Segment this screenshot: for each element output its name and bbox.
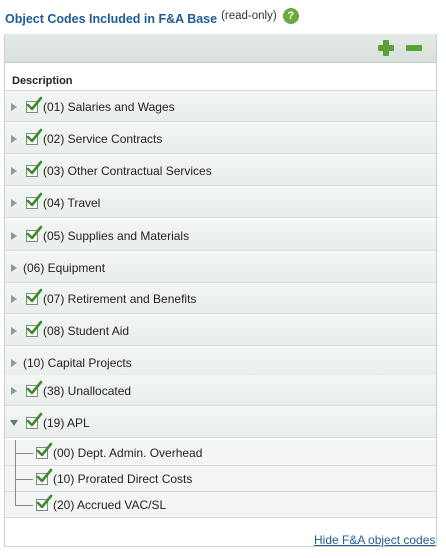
expand-arrow-icon[interactable]	[11, 387, 17, 395]
tree-row[interactable]	[5, 283, 436, 314]
tree-child-row[interactable]	[5, 440, 436, 466]
tree-row[interactable]	[5, 315, 436, 346]
tree-row-label: (07) Retirement and Benefits	[43, 291, 197, 306]
tree-child-label: (20) Accrued VAC/SL	[53, 498, 167, 512]
tree-row-label: (38) Unallocated	[43, 383, 132, 398]
tree-child-row[interactable]	[5, 466, 436, 492]
tree-row[interactable]	[5, 347, 436, 378]
expand-arrow-icon[interactable]	[11, 199, 17, 207]
tree-connector-line	[15, 453, 33, 454]
checkbox[interactable]	[26, 293, 38, 305]
expand-arrow-icon[interactable]	[11, 327, 17, 335]
tree-row[interactable]	[5, 252, 436, 283]
tree-connector-line	[15, 492, 16, 505]
checkbox[interactable]	[36, 473, 48, 485]
readonly-note: (read-only)	[221, 10, 277, 22]
checkbox[interactable]	[36, 499, 48, 511]
tree-row-label: (08) Student Aid	[43, 323, 130, 338]
tree-row-label: (06) Equipment	[23, 260, 106, 275]
tree-connector-line	[15, 505, 33, 506]
tree-child-row[interactable]	[5, 492, 436, 518]
tree-row-label: (05) Supplies and Materials	[43, 228, 190, 243]
tree-row-label: (04) Travel	[43, 195, 101, 210]
hide-fa-object-codes-link[interactable]: Hide F&A object codes	[314, 533, 436, 547]
checkbox[interactable]	[26, 133, 38, 145]
expand-arrow-icon[interactable]	[11, 295, 17, 303]
tree-child-label: (00) Dept. Admin. Overhead	[53, 446, 203, 460]
toolbar	[5, 34, 436, 63]
column-header-description: Description	[5, 73, 436, 91]
tree-row-label: (03) Other Contractual Services	[43, 163, 212, 178]
object-codes-panel	[4, 34, 437, 547]
tree-connector-line	[15, 479, 33, 480]
checkbox[interactable]	[26, 417, 38, 429]
tree-row-label: (02) Service Contracts	[43, 131, 163, 146]
tree-row-label: (19) APL	[43, 415, 90, 430]
tree-row[interactable]	[5, 155, 436, 186]
expand-arrow-icon[interactable]	[11, 103, 17, 111]
checkbox[interactable]	[26, 101, 38, 113]
checkbox[interactable]	[26, 165, 38, 177]
expand-arrow-icon[interactable]	[11, 135, 17, 143]
plus-icon[interactable]	[378, 40, 394, 56]
section-header	[5, 8, 299, 30]
expand-arrow-icon[interactable]	[11, 167, 17, 175]
collapse-arrow-icon[interactable]	[10, 420, 18, 426]
help-icon[interactable]: ?	[283, 8, 299, 24]
checkbox[interactable]	[26, 325, 38, 337]
checkbox[interactable]	[26, 197, 38, 209]
tree-row[interactable]	[5, 375, 436, 406]
checkbox[interactable]	[26, 230, 38, 242]
checkbox[interactable]	[36, 447, 48, 459]
page-title: Object Codes Included in F&A Base	[5, 12, 218, 26]
expand-arrow-icon[interactable]	[11, 359, 17, 367]
tree-row[interactable]	[5, 220, 436, 251]
tree-row[interactable]	[5, 123, 436, 154]
tree-row[interactable]	[5, 187, 436, 218]
checkbox[interactable]	[26, 385, 38, 397]
expand-arrow-icon[interactable]	[11, 264, 17, 272]
tree-row[interactable]	[5, 407, 436, 438]
minus-icon[interactable]	[406, 40, 422, 56]
tree-row-label: (10) Capital Projects	[23, 355, 132, 370]
tree-row[interactable]	[5, 91, 436, 122]
tree-child-label: (10) Prorated Direct Costs	[53, 472, 193, 486]
tree-row-label: (01) Salaries and Wages	[43, 99, 175, 114]
expand-arrow-icon[interactable]	[11, 232, 17, 240]
